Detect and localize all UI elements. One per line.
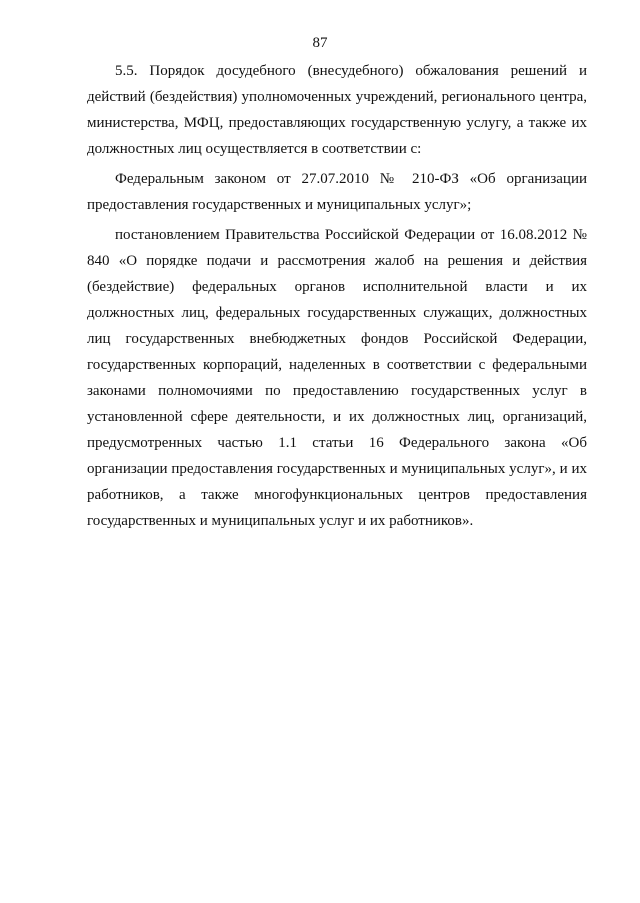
document-body [87, 58, 587, 538]
paragraph-appeal-procedure: 5.5. Порядок досудебного (внесудебного) обжалования решений и действий (бездействия) уполномоченных учреждений, регионального центра, министерства, МФЦ, предоставляющих государственную услугу, а также их должностных лиц осуществляется в соответствии с: [87, 63, 587, 157]
paragraph-federal-law: Федеральным законом от 27.07.2010 № 210-ФЗ «Об организации предоставления государственных и муниципальных услуг»; [87, 171, 587, 213]
page-number: 87 [312, 35, 328, 51]
paragraph-government-resolution: постановлением Правительства Российской Федерации от 16.08.2012 № 840 «О порядке подачи и рассмотрения жалоб на решения и действия (бездействие) федеральных органов исполнительной власти и их должностных лиц, федеральных государственных служащих, должностных лиц государственных внебюджетных фондов Российской Федерации, государственных корпораций, наделенных в соответствии с федеральными законами полномочиями по предоставлению государственных услуг в установленной сфере деятельности, и их должностных лиц, организаций, предусмотренных частью 1.1 статьи 16 Федерального закона «Об организации предоставления государственных и муниципальных услуг», и их работников, а также многофункциональных центров предоставления государственных и муниципальных услуг и их работников». [87, 227, 587, 529]
